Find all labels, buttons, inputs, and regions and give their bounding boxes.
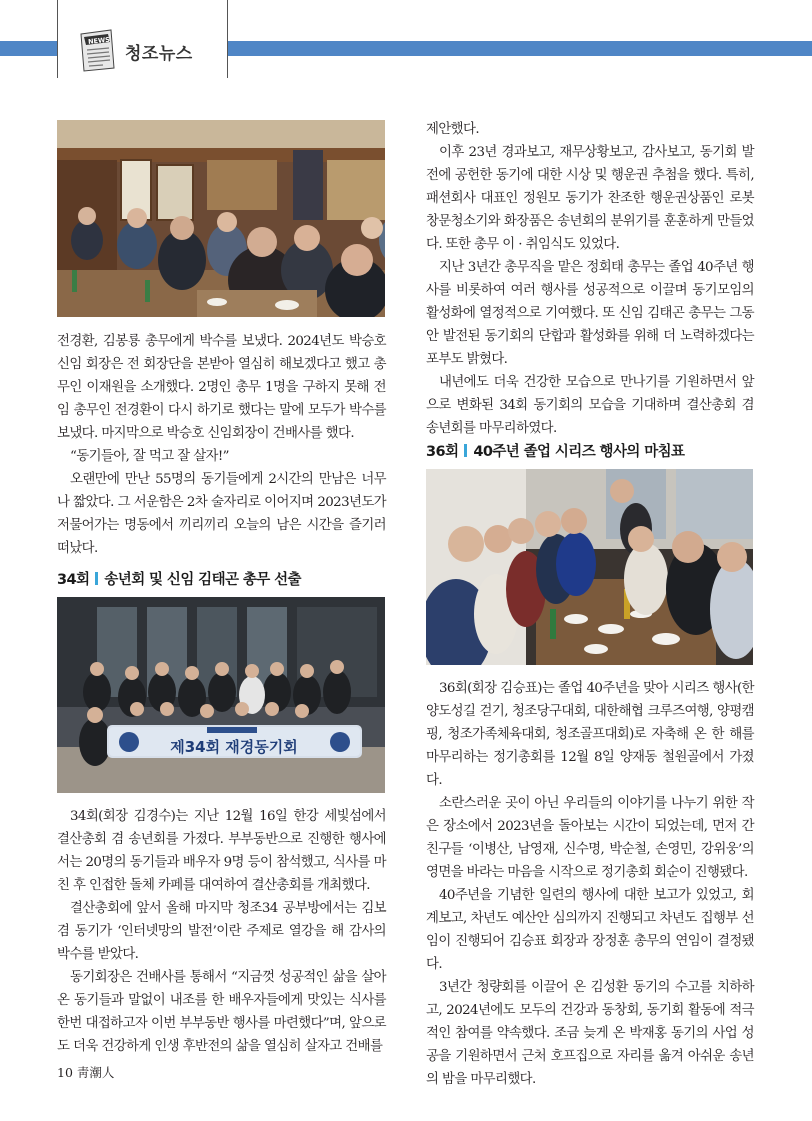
36-dinner-photo [426, 469, 753, 665]
paragraph: 오랜만에 만난 55명의 동기들에게 2시간의 만남은 너무나 짧았다. 그 서운함은 2차 술자리로 이어지며 2023년도가 저물어가는 명동에서 끼리끼리 오늘의 남은 시간을 즐기러 떠났다. [57, 472, 386, 556]
subhead-36 [426, 440, 684, 461]
subhead-title: 송년회 및 신임 김태곤 총무 선출 [104, 572, 301, 588]
paragraph: 전경환, 김봉룡 총무에게 박수를 보냈다. 2024년도 박승호 신임 회장은 전 회장단을 본받아 열심히 해보겠다고 했고 총무인 이재원을 소개했다. 2명인 총무 1명을 구하지 못해 전임 총무인 전경환이 다시 하기로 했다는 말에 모두가 박수를 보냈다. 마지막으로 박승호 신임회장이 건배사를 했다. [57, 334, 386, 441]
section-header [57, 0, 228, 78]
paragraph: 3년간 청량회를 이끌어 온 김성환 동기의 수고를 치하하고, 2024년에도 모두의 건강과 동창회, 동기회 활동에 적극적인 참여를 약속했다. 조금 늦게 온 박재홍 동기의 사업 성공을 기원하면서 근처 호프집으로 자리를 옮겨 아쉬운 송년의 밤을 마무리했다. [426, 980, 754, 1087]
paragraph: 제안했다. [426, 122, 479, 137]
left-article-top [57, 330, 386, 560]
right-article-bottom [426, 677, 754, 1091]
right-article-top [426, 118, 754, 440]
group-banner-photo [57, 597, 385, 793]
paragraph: 내년에도 더욱 건강한 모습으로 만나기를 기원하면서 앞으로 변화된 34회 동기회의 모습을 기대하며 결산총회 겸 송년회를 마무리하였다. [426, 375, 754, 436]
group-dinner-photo [57, 120, 385, 317]
newspaper-icon [77, 28, 117, 73]
paragraph: 소란스러운 곳이 아닌 우리들의 이야기를 나누기 위한 작은 장소에서 2023년을 돌아보는 시간이 되었는데, 먼저 간 친구들 ‘이병산, 남영재, 신수명, 박순철, 손영민, 강위웅’의 영면을 바라는 마음을 시작으로 정기총회 회순이 진행됐다. [426, 796, 754, 880]
paragraph: 40주년을 기념한 일련의 행사에 대한 보고가 있었고, 회계보고, 차년도 예산안 심의까지 진행되고 차년도 집행부 선임이 진행되어 김승표 회장과 장정훈 총무의 연임이 결정됐다. [426, 888, 754, 972]
newspaper-icon-text: NEWS [87, 35, 111, 46]
section-title: 청조뉴스 [125, 44, 193, 64]
subhead-number: 34회 [57, 572, 90, 588]
paragraph: 결산총회에 앞서 올해 마지막 청조34 공부방에서는 김보겸 동기가 ‘인터넷망의 발전’이란 주제로 열강을 해 감사의 박수를 받았다. [57, 901, 386, 962]
subhead-divider [464, 444, 467, 457]
paragraph: 지난 3년간 총무직을 맡은 정회태 총무는 졸업 40주년 행사를 비롯하여 여러 행사를 성공적으로 이끌며 동기모임의 활성화에 열정적으로 기여했다. 또 신임 김태곤 총무는 그동안 발전된 동기회의 단합과 활성화를 위해 더 노력하겠다는 포부도 밝혔다. [426, 260, 754, 367]
subhead-title: 40주년 졸업 시리즈 행사의 마침표 [473, 444, 685, 460]
banner-text: 제34회 재경동기회 [170, 738, 298, 756]
subhead-34 [57, 568, 301, 589]
left-article-bottom [57, 805, 386, 1058]
subhead-divider [95, 572, 98, 585]
paragraph: 이후 23년 경과보고, 재무상황보고, 감사보고, 동기회 발전에 공헌한 동기에 대한 시상 및 행운권 추첨을 했다. 특히, 패션회사 대표인 정원모 동기가 찬조한 행운권상품인 로봇 창문청소기와 화장품은 송년회의 분위기를 훈훈하게 만들었다. 또한 총무 이 · 취임식도 있었다. [426, 145, 754, 252]
paragraph: “동기들아, 잘 먹고 잘 살자!” [70, 449, 229, 464]
paragraph: 34회(회장 김경수)는 지난 12월 16일 한강 세빛섬에서 결산총회 겸 송년회를 가졌다. 부부동반으로 진행한 행사에서는 20명의 동기들과 배우자 9명 등이 참석했고, 식사를 마친 후 인접한 돌체 카페를 대여하여 결산총회를 개최했다. [57, 809, 386, 893]
subhead-number: 36회 [426, 444, 459, 460]
paragraph: 36회(회장 김승표)는 졸업 40주년을 맞아 시리즈 행사(한양도성길 걷기, 청조당구대회, 대한해협 크루즈여행, 양평캠핑, 청조가족체육대회, 청조골프대회)로 자축해 온 한 해를 마무리하는 정기총회를 12월 8일 양재동 철원골에서 가졌다. [426, 681, 754, 788]
paragraph: 동기회장은 건배사를 통해서 “지금껏 성공적인 삶을 살아온 동기들과 말없이 내조를 한 배우자들에게 맛있는 식사를 한번 대접하고자 이번 부부동반 행사를 마련했다”며, 앞으로도 더욱 건강하게 인생 후반전의 삶을 열심히 살자고 건배를 [57, 970, 386, 1054]
page-footer: 10 靑潮人 [57, 1065, 115, 1080]
